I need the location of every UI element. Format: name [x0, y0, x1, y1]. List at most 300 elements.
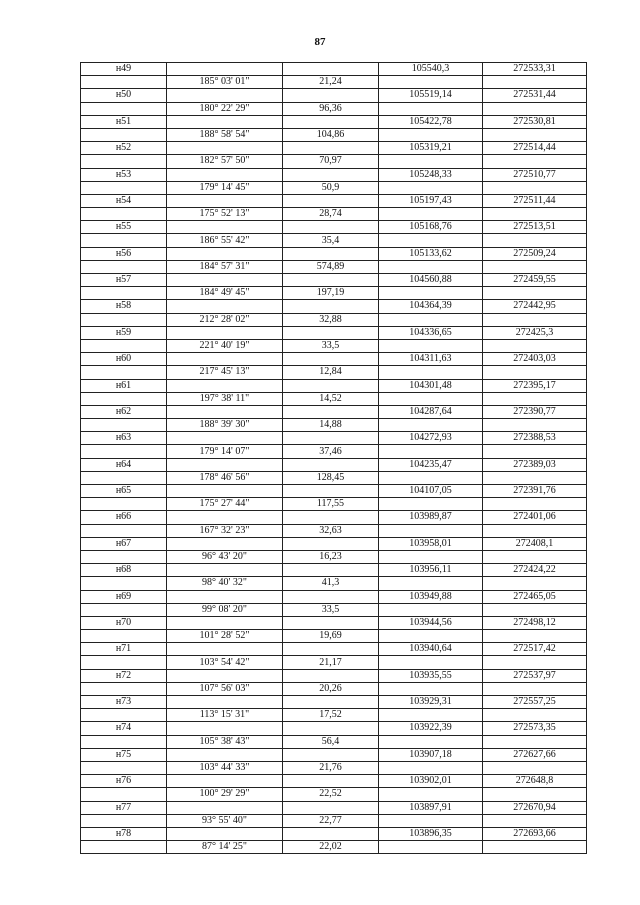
segment-row [81, 76, 587, 89]
point-row [81, 564, 587, 577]
y-cell [483, 181, 587, 194]
segment-length: 22,02 [283, 841, 379, 854]
angle-cell [167, 696, 283, 709]
direction-angle: 103° 44' 33" [167, 761, 283, 774]
x-cell [379, 128, 483, 141]
direction-angle: 98° 40' 32" [167, 577, 283, 590]
segment-row [81, 814, 587, 827]
x-coordinate: 104107,05 [379, 485, 483, 498]
x-cell [379, 709, 483, 722]
point-name: н66 [81, 511, 167, 524]
point-cell [81, 445, 167, 458]
segment-row [81, 630, 587, 643]
point-name: н68 [81, 564, 167, 577]
point-name: н74 [81, 722, 167, 735]
y-coordinate: 272424,22 [483, 564, 587, 577]
point-cell [81, 287, 167, 300]
angle-cell [167, 168, 283, 181]
direction-angle: 188° 39' 30" [167, 419, 283, 432]
segment-row [81, 656, 587, 669]
point-name: н61 [81, 379, 167, 392]
segment-length: 35,4 [283, 234, 379, 247]
x-coordinate: 105197,43 [379, 194, 483, 207]
direction-angle: 100° 29' 29" [167, 788, 283, 801]
x-coordinate: 103929,31 [379, 696, 483, 709]
x-cell [379, 419, 483, 432]
point-row [81, 168, 587, 181]
x-cell [379, 498, 483, 511]
point-name: н53 [81, 168, 167, 181]
segment-length: 70,97 [283, 155, 379, 168]
segment-row [81, 498, 587, 511]
segment-row [81, 102, 587, 115]
point-cell [81, 76, 167, 89]
direction-angle: 184° 49' 45" [167, 287, 283, 300]
angle-cell [167, 274, 283, 287]
point-row [81, 247, 587, 260]
length-cell [283, 748, 379, 761]
x-cell [379, 524, 483, 537]
point-name: н51 [81, 115, 167, 128]
point-cell [81, 656, 167, 669]
x-coordinate: 105319,21 [379, 142, 483, 155]
y-cell [483, 550, 587, 563]
direction-angle: 186° 55' 42" [167, 234, 283, 247]
y-cell [483, 287, 587, 300]
angle-cell [167, 221, 283, 234]
segment-row [81, 208, 587, 221]
point-cell [81, 603, 167, 616]
direction-angle: 182° 57' 50" [167, 155, 283, 168]
x-coordinate: 103902,01 [379, 775, 483, 788]
angle-cell [167, 458, 283, 471]
point-row [81, 63, 587, 76]
x-cell [379, 445, 483, 458]
y-cell [483, 630, 587, 643]
y-cell [483, 471, 587, 484]
x-coordinate: 105168,76 [379, 221, 483, 234]
length-cell [283, 89, 379, 102]
y-cell [483, 656, 587, 669]
x-coordinate: 103897,91 [379, 801, 483, 814]
segment-row [81, 471, 587, 484]
direction-angle: 188° 58' 54" [167, 128, 283, 141]
y-coordinate: 272693,66 [483, 827, 587, 840]
y-cell [483, 234, 587, 247]
segment-length: 28,74 [283, 208, 379, 221]
length-cell [283, 115, 379, 128]
angle-cell [167, 432, 283, 445]
direction-angle: 113° 15' 31" [167, 709, 283, 722]
length-cell [283, 247, 379, 260]
y-cell [483, 208, 587, 221]
length-cell [283, 274, 379, 287]
segment-row [81, 419, 587, 432]
segment-length: 117,55 [283, 498, 379, 511]
length-cell [283, 616, 379, 629]
x-coordinate: 103956,11 [379, 564, 483, 577]
segment-row [81, 603, 587, 616]
angle-cell [167, 247, 283, 260]
direction-angle: 221° 40' 19" [167, 339, 283, 352]
point-row [81, 590, 587, 603]
point-name: н54 [81, 194, 167, 207]
angle-cell [167, 115, 283, 128]
angle-cell [167, 300, 283, 313]
y-cell [483, 392, 587, 405]
y-coordinate: 272388,53 [483, 432, 587, 445]
angle-cell [167, 326, 283, 339]
segment-length: 33,5 [283, 603, 379, 616]
direction-angle: 184° 57' 31" [167, 260, 283, 273]
y-coordinate: 272531,44 [483, 89, 587, 102]
y-cell [483, 814, 587, 827]
length-cell [283, 643, 379, 656]
point-cell [81, 471, 167, 484]
point-cell [81, 709, 167, 722]
y-coordinate: 272509,24 [483, 247, 587, 260]
direction-angle: 175° 52' 13" [167, 208, 283, 221]
y-coordinate: 272670,94 [483, 801, 587, 814]
x-cell [379, 603, 483, 616]
length-cell [283, 511, 379, 524]
angle-cell [167, 669, 283, 682]
point-cell [81, 102, 167, 115]
length-cell [283, 458, 379, 471]
segment-row [81, 260, 587, 273]
length-cell [283, 696, 379, 709]
point-cell [81, 128, 167, 141]
angle-cell [167, 827, 283, 840]
segment-row [81, 181, 587, 194]
point-cell [81, 392, 167, 405]
point-cell [81, 366, 167, 379]
point-name: н75 [81, 748, 167, 761]
point-cell [81, 313, 167, 326]
point-row [81, 221, 587, 234]
x-cell [379, 392, 483, 405]
y-coordinate: 272530,81 [483, 115, 587, 128]
segment-row [81, 287, 587, 300]
direction-angle: 179° 14' 07" [167, 445, 283, 458]
point-cell [81, 234, 167, 247]
segment-length: 56,4 [283, 735, 379, 748]
point-cell [81, 577, 167, 590]
angle-cell [167, 748, 283, 761]
angle-cell [167, 142, 283, 155]
segment-length: 22,52 [283, 788, 379, 801]
segment-length: 33,5 [283, 339, 379, 352]
point-row [81, 142, 587, 155]
length-cell [283, 564, 379, 577]
y-cell [483, 709, 587, 722]
page-number: 87 [314, 36, 326, 48]
point-row [81, 405, 587, 418]
segment-length: 41,3 [283, 577, 379, 590]
segment-row [81, 128, 587, 141]
direction-angle: 175° 27' 44" [167, 498, 283, 511]
length-cell [283, 300, 379, 313]
y-coordinate: 272557,25 [483, 696, 587, 709]
point-name: н77 [81, 801, 167, 814]
direction-angle: 217° 45' 13" [167, 366, 283, 379]
x-cell [379, 788, 483, 801]
point-name: н50 [81, 89, 167, 102]
coordinates-table-body [81, 63, 587, 854]
y-cell [483, 366, 587, 379]
point-cell [81, 550, 167, 563]
length-cell [283, 326, 379, 339]
angle-cell [167, 511, 283, 524]
y-cell [483, 155, 587, 168]
segment-length: 197,19 [283, 287, 379, 300]
point-cell [81, 208, 167, 221]
y-cell [483, 339, 587, 352]
y-coordinate: 272533,31 [483, 63, 587, 76]
x-coordinate: 103949,88 [379, 590, 483, 603]
segment-row [81, 366, 587, 379]
point-name: н63 [81, 432, 167, 445]
x-cell [379, 313, 483, 326]
y-coordinate: 272517,42 [483, 643, 587, 656]
point-name: н78 [81, 827, 167, 840]
segment-row [81, 761, 587, 774]
angle-cell [167, 63, 283, 76]
segment-length: 37,46 [283, 445, 379, 458]
point-name: н64 [81, 458, 167, 471]
y-coordinate: 272389,03 [483, 458, 587, 471]
segment-length: 14,52 [283, 392, 379, 405]
length-cell [283, 827, 379, 840]
direction-angle: 197° 38' 11" [167, 392, 283, 405]
point-cell [81, 682, 167, 695]
point-row [81, 669, 587, 682]
x-cell [379, 102, 483, 115]
segment-length: 21,24 [283, 76, 379, 89]
segment-length: 17,52 [283, 709, 379, 722]
point-name: н49 [81, 63, 167, 76]
segment-length: 574,89 [283, 260, 379, 273]
y-coordinate: 272513,51 [483, 221, 587, 234]
segment-length: 128,45 [283, 471, 379, 484]
segment-row [81, 841, 587, 854]
point-cell [81, 761, 167, 774]
y-coordinate: 272573,35 [483, 722, 587, 735]
point-row [81, 827, 587, 840]
segment-row [81, 577, 587, 590]
point-name: н52 [81, 142, 167, 155]
segment-row [81, 234, 587, 247]
direction-angle: 99° 08' 20" [167, 603, 283, 616]
point-cell [81, 630, 167, 643]
point-name: н58 [81, 300, 167, 313]
x-coordinate: 103896,35 [379, 827, 483, 840]
segment-length: 16,23 [283, 550, 379, 563]
y-cell [483, 841, 587, 854]
direction-angle: 178° 46' 56" [167, 471, 283, 484]
segment-length: 21,76 [283, 761, 379, 774]
y-coordinate: 272391,76 [483, 485, 587, 498]
segment-length: 32,88 [283, 313, 379, 326]
y-coordinate: 272408,1 [483, 537, 587, 550]
length-cell [283, 775, 379, 788]
point-name: н62 [81, 405, 167, 418]
y-cell [483, 313, 587, 326]
length-cell [283, 353, 379, 366]
angle-cell [167, 590, 283, 603]
y-cell [483, 603, 587, 616]
length-cell [283, 801, 379, 814]
y-coordinate: 272498,12 [483, 616, 587, 629]
x-coordinate: 104235,47 [379, 458, 483, 471]
y-cell [483, 735, 587, 748]
point-name: н69 [81, 590, 167, 603]
point-row [81, 115, 587, 128]
y-cell [483, 577, 587, 590]
point-row [81, 748, 587, 761]
point-cell [81, 814, 167, 827]
point-cell [81, 524, 167, 537]
point-row [81, 801, 587, 814]
x-coordinate: 103935,55 [379, 669, 483, 682]
angle-cell [167, 485, 283, 498]
point-cell [81, 181, 167, 194]
y-coordinate: 272403,03 [483, 353, 587, 366]
x-coordinate: 105248,33 [379, 168, 483, 181]
point-row [81, 722, 587, 735]
x-cell [379, 682, 483, 695]
x-cell [379, 656, 483, 669]
angle-cell [167, 643, 283, 656]
point-row [81, 458, 587, 471]
x-cell [379, 208, 483, 221]
point-name: н72 [81, 669, 167, 682]
direction-angle: 87° 14' 25" [167, 841, 283, 854]
point-row [81, 775, 587, 788]
segment-row [81, 445, 587, 458]
segment-row [81, 524, 587, 537]
angle-cell [167, 775, 283, 788]
y-cell [483, 260, 587, 273]
y-coordinate: 272511,44 [483, 194, 587, 207]
segment-length: 14,88 [283, 419, 379, 432]
segment-row [81, 155, 587, 168]
angle-cell [167, 379, 283, 392]
length-cell [283, 221, 379, 234]
segment-length: 96,36 [283, 102, 379, 115]
x-cell [379, 471, 483, 484]
direction-angle: 185° 03' 01" [167, 76, 283, 89]
x-cell [379, 550, 483, 563]
segment-length: 32,63 [283, 524, 379, 537]
y-coordinate: 272442,95 [483, 300, 587, 313]
point-name: н76 [81, 775, 167, 788]
x-coordinate: 104336,65 [379, 326, 483, 339]
point-name: н60 [81, 353, 167, 366]
point-row [81, 485, 587, 498]
length-cell [283, 63, 379, 76]
point-row [81, 194, 587, 207]
length-cell [283, 405, 379, 418]
y-coordinate: 272395,17 [483, 379, 587, 392]
x-coordinate: 103944,56 [379, 616, 483, 629]
angle-cell [167, 89, 283, 102]
direction-angle: 180° 22' 29" [167, 102, 283, 115]
point-cell [81, 260, 167, 273]
x-coordinate: 104311,63 [379, 353, 483, 366]
y-coordinate: 272627,66 [483, 748, 587, 761]
point-cell [81, 339, 167, 352]
x-cell [379, 814, 483, 827]
x-cell [379, 841, 483, 854]
segment-row [81, 735, 587, 748]
point-cell [81, 419, 167, 432]
x-cell [379, 155, 483, 168]
x-coordinate: 103940,64 [379, 643, 483, 656]
x-coordinate: 104272,93 [379, 432, 483, 445]
length-cell [283, 168, 379, 181]
x-coordinate: 104364,39 [379, 300, 483, 313]
x-cell [379, 287, 483, 300]
y-coordinate: 272401,06 [483, 511, 587, 524]
length-cell [283, 537, 379, 550]
coordinates-table [80, 62, 587, 854]
length-cell [283, 379, 379, 392]
angle-cell [167, 194, 283, 207]
y-cell [483, 498, 587, 511]
direction-angle: 179° 14' 45" [167, 181, 283, 194]
x-coordinate: 105540,3 [379, 63, 483, 76]
point-name: н71 [81, 643, 167, 656]
x-coordinate: 105133,62 [379, 247, 483, 260]
point-name: н70 [81, 616, 167, 629]
point-name: н67 [81, 537, 167, 550]
y-cell [483, 419, 587, 432]
y-cell [483, 102, 587, 115]
y-cell [483, 788, 587, 801]
y-coordinate: 272648,8 [483, 775, 587, 788]
point-row [81, 696, 587, 709]
segment-row [81, 550, 587, 563]
segment-length: 19,69 [283, 630, 379, 643]
segment-row [81, 682, 587, 695]
direction-angle: 167° 32' 23" [167, 524, 283, 537]
y-coordinate: 272425,3 [483, 326, 587, 339]
point-row [81, 432, 587, 445]
segment-length: 22,77 [283, 814, 379, 827]
y-cell [483, 76, 587, 89]
y-coordinate: 272537,97 [483, 669, 587, 682]
direction-angle: 105° 38' 43" [167, 735, 283, 748]
x-coordinate: 103922,39 [379, 722, 483, 735]
segment-row [81, 392, 587, 405]
x-coordinate: 104560,88 [379, 274, 483, 287]
x-coordinate: 103907,18 [379, 748, 483, 761]
point-row [81, 537, 587, 550]
x-coordinate: 103989,87 [379, 511, 483, 524]
y-coordinate: 272510,77 [483, 168, 587, 181]
segment-row [81, 788, 587, 801]
length-cell [283, 142, 379, 155]
segment-length: 104,86 [283, 128, 379, 141]
x-cell [379, 577, 483, 590]
x-cell [379, 339, 483, 352]
point-name: н55 [81, 221, 167, 234]
x-cell [379, 234, 483, 247]
segment-row [81, 709, 587, 722]
angle-cell [167, 537, 283, 550]
point-name: н73 [81, 696, 167, 709]
